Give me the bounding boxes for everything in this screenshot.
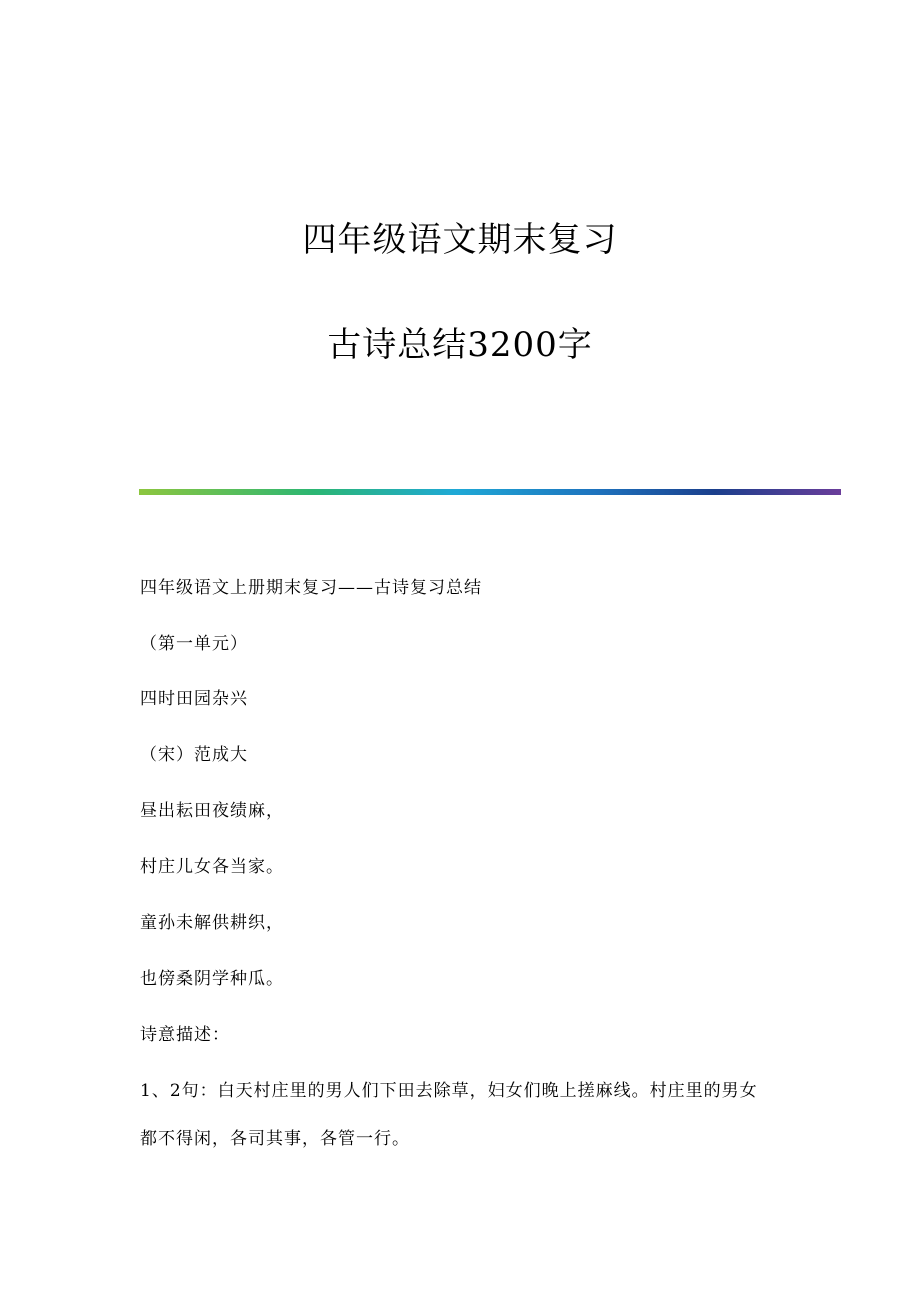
poem-verse-4: 也傍桑阴学种瓜。 <box>140 969 284 989</box>
meaning-label: 诗意描述： <box>140 1025 230 1045</box>
poem-title: 四时田园杂兴 <box>140 689 248 709</box>
poem-verse-3: 童孙未解供耕织， <box>140 913 284 933</box>
document-title: 四年级语文期末复习 <box>302 220 618 260</box>
poem-verse-1: 昼出耘田夜绩麻， <box>140 801 284 821</box>
poem-author: （宋）范成大 <box>140 745 248 765</box>
meaning-paragraph-line-1: 1、2句：白天村庄里的男人们下田去除草，妇女们晚上搓麻线。村庄里的男女 <box>140 1081 758 1101</box>
section-heading: 四年级语文上册期末复习——古诗复习总结 <box>140 578 482 598</box>
unit-label: （第一单元） <box>140 634 248 654</box>
poem-verse-2: 村庄儿女各当家。 <box>140 857 284 877</box>
meaning-paragraph-line-2: 都不得闲，各司其事，各管一行。 <box>140 1129 410 1149</box>
document-subtitle: 古诗总结3200字 <box>327 325 593 365</box>
gradient-divider <box>139 489 841 495</box>
